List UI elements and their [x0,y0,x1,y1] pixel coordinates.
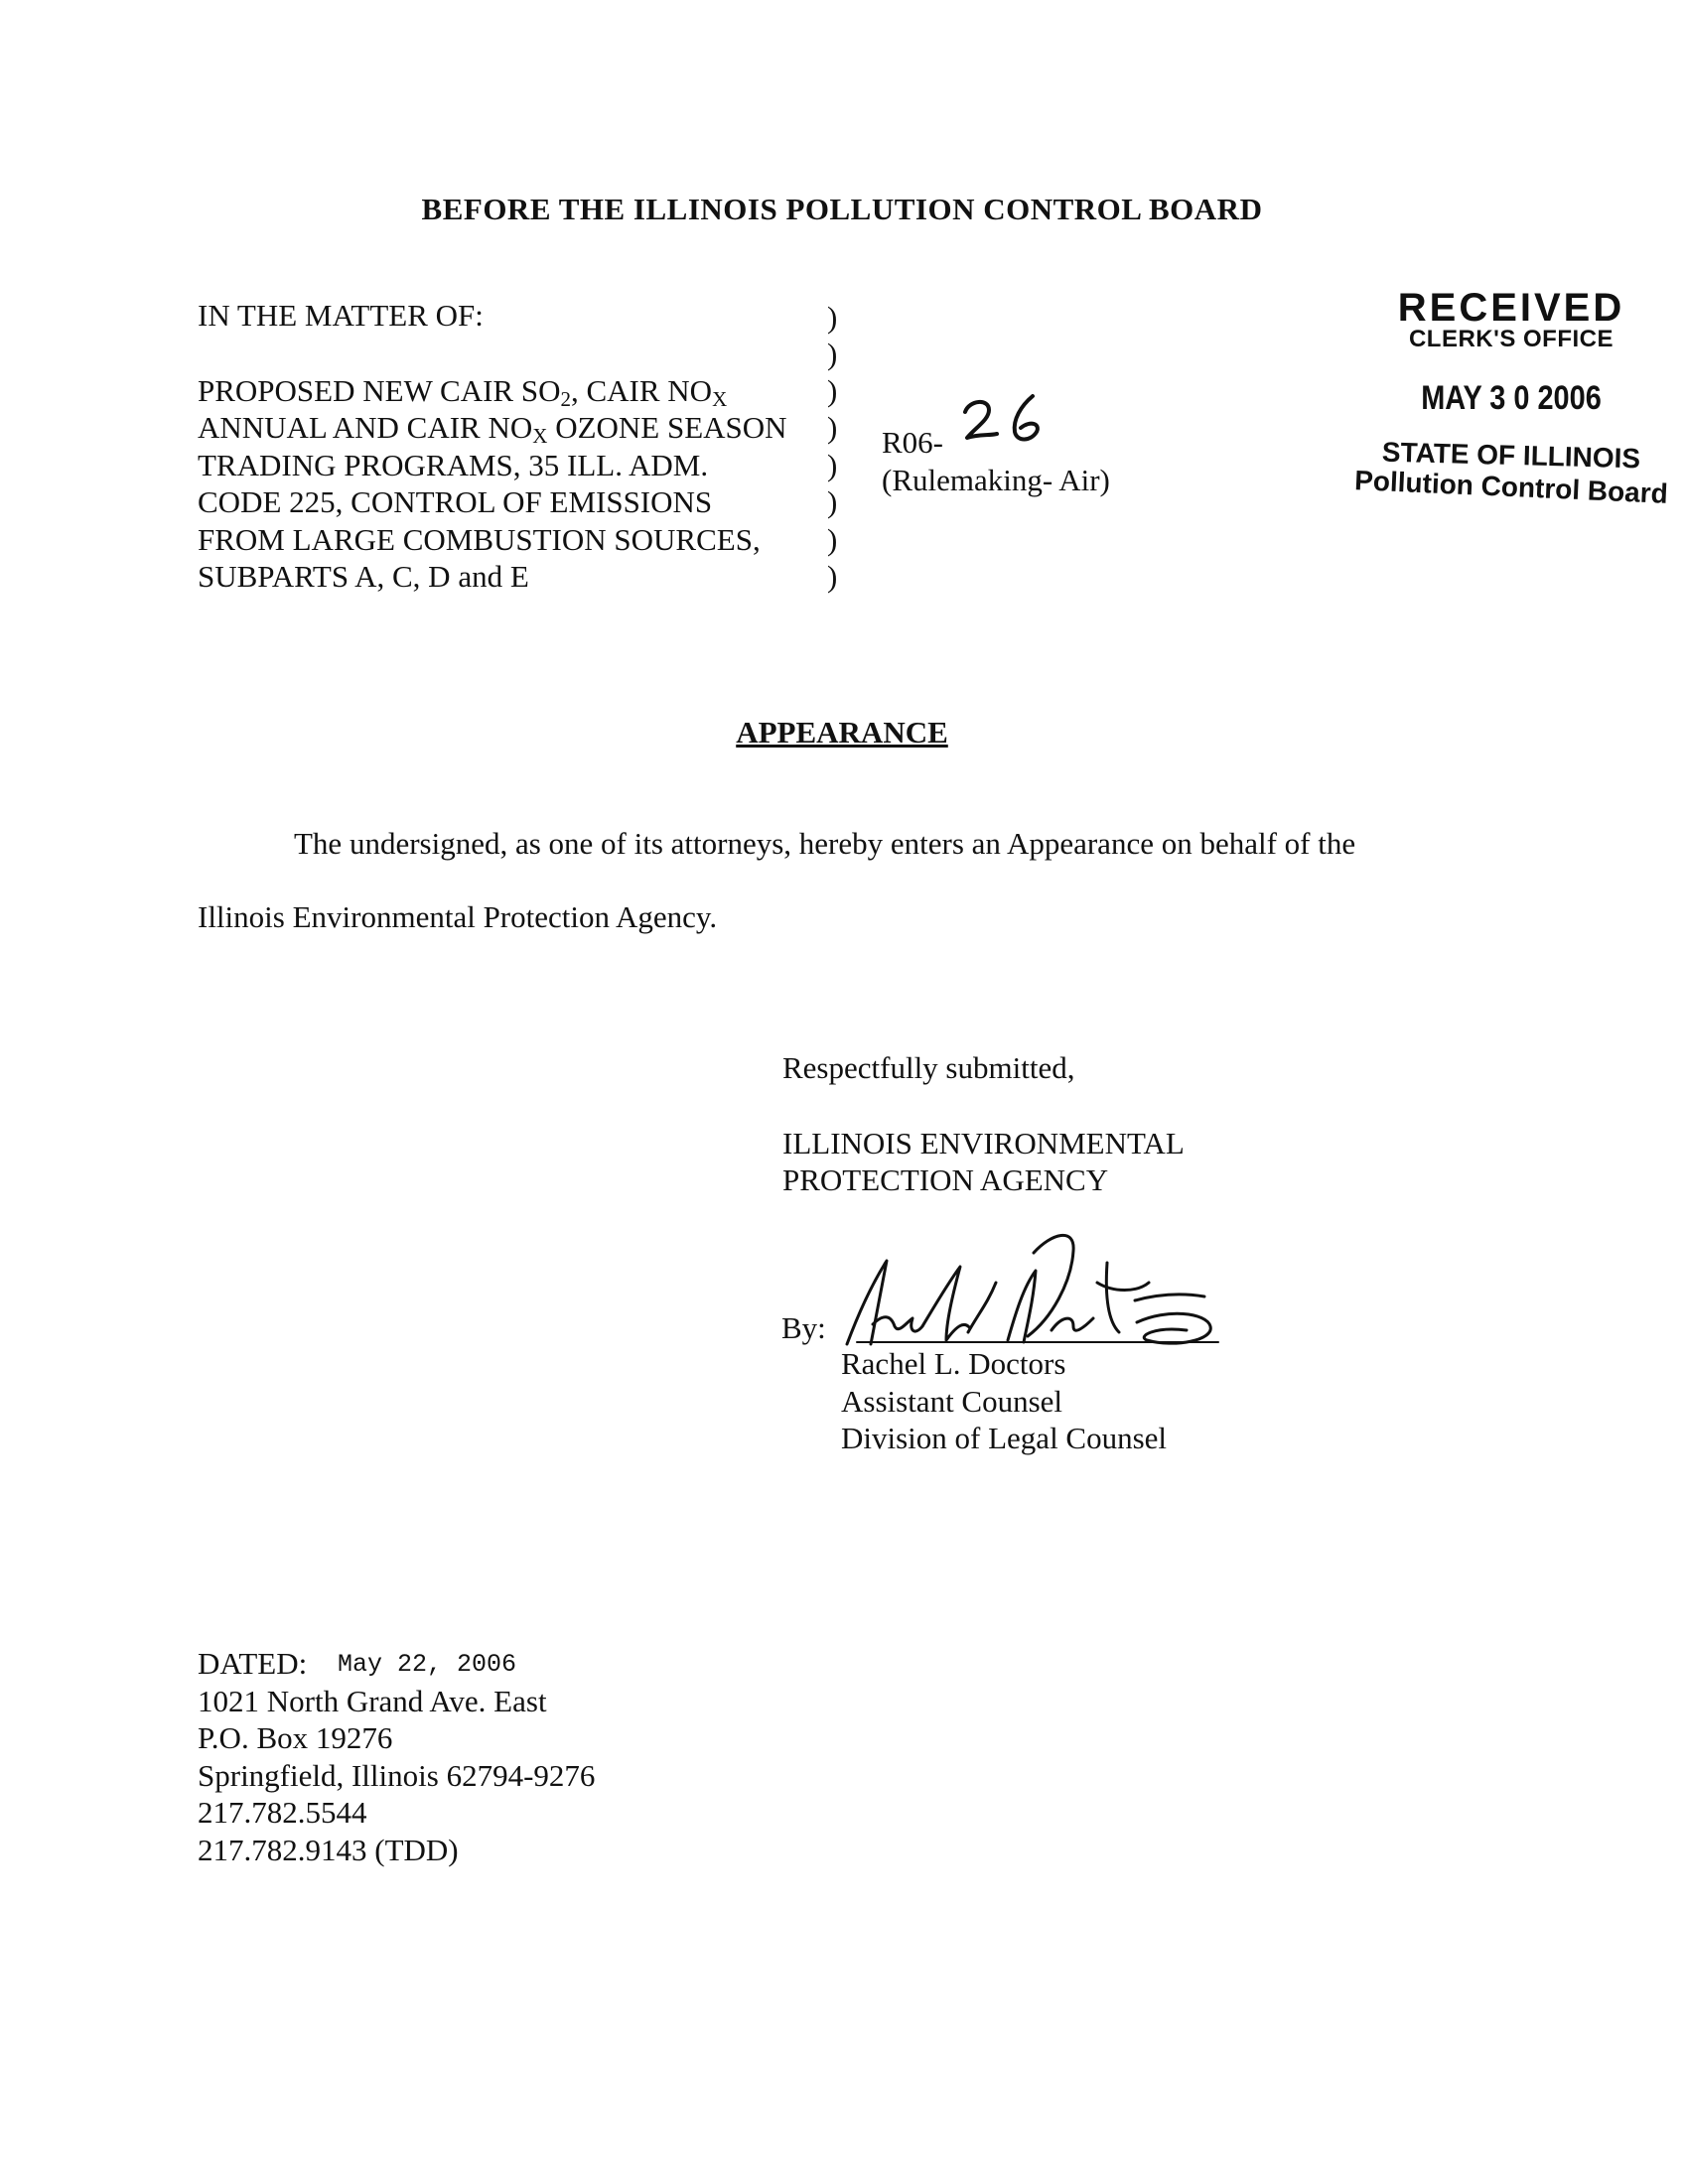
caption-paren: ) [827,448,838,482]
docket-prefix: R06- [882,425,943,460]
dated-label: DATED: [198,1646,308,1681]
received-stamp-board: Pollution Control Board [1353,465,1669,509]
dated-value: May 22, 2006 [338,1650,517,1679]
address-city: Springfield, Illinois 62794-9276 [198,1758,596,1793]
closing-line: Respectfully submitted, [782,1050,1075,1085]
agency-name-line: PROTECTION AGENCY [782,1162,1109,1197]
body-text-line: Illinois Environmental Protection Agency. [198,899,718,934]
address-street: 1021 North Grand Ave. East [198,1684,547,1718]
address-phone: 217.782.5544 [198,1795,367,1830]
caption-line-3: TRADING PROGRAMS, 35 ILL. ADM. [198,448,709,482]
handwritten-signature [839,1223,1236,1357]
caption-line-4: CODE 225, CONTROL OF EMISSIONS [198,484,713,519]
received-stamp-title: RECEIVED [1397,286,1625,330]
received-stamp-date: MAY 3 0 2006 [1421,379,1602,417]
docket-type: (Rulemaking- Air) [882,463,1110,497]
received-stamp-state: STATE OF ILLINOIS [1381,436,1641,475]
caption-line-1: PROPOSED NEW CAIR $SO_2$, CAIR $NO_X$ [198,373,728,411]
caption-paren: ) [827,300,838,335]
caption-line-6: SUBPARTS A, C, D and E [198,559,529,594]
caption-paren: ) [827,373,838,408]
agency-name-line: ILLINOIS ENVIRONMENTAL [782,1126,1185,1160]
caption-paren: ) [827,337,838,371]
caption-line-5: FROM LARGE COMBUSTION SOURCES, [198,522,761,557]
signer-title: Assistant Counsel [841,1384,1063,1419]
caption-paren: ) [827,410,838,445]
signer-name: Rachel L. Doctors [841,1346,1066,1381]
received-stamp-office: CLERK'S OFFICE [1408,326,1614,352]
caption-paren: ) [827,522,838,557]
document-title: APPEARANCE [736,715,948,750]
body-text-line: The undersigned, as one of its attorneys, hereby enters an Appearance on behalf of the [294,826,1356,861]
in-the-matter-label: IN THE MATTER OF: [198,298,484,333]
caption-paren: ) [827,484,838,519]
signer-division: Division of Legal Counsel [841,1421,1168,1455]
by-label: By: [781,1310,826,1345]
caption-paren: ) [827,559,838,594]
board-heading: BEFORE THE ILLINOIS POLLUTION CONTROL BOARD [421,192,1263,226]
address-tdd: 217.782.9143 (TDD) [198,1833,459,1867]
address-po-box: P.O. Box 19276 [198,1720,393,1755]
caption-line-2: ANNUAL AND CAIR $NO_X$ OZONE SEASON [198,410,787,448]
docket-handwritten-number [955,390,1064,465]
